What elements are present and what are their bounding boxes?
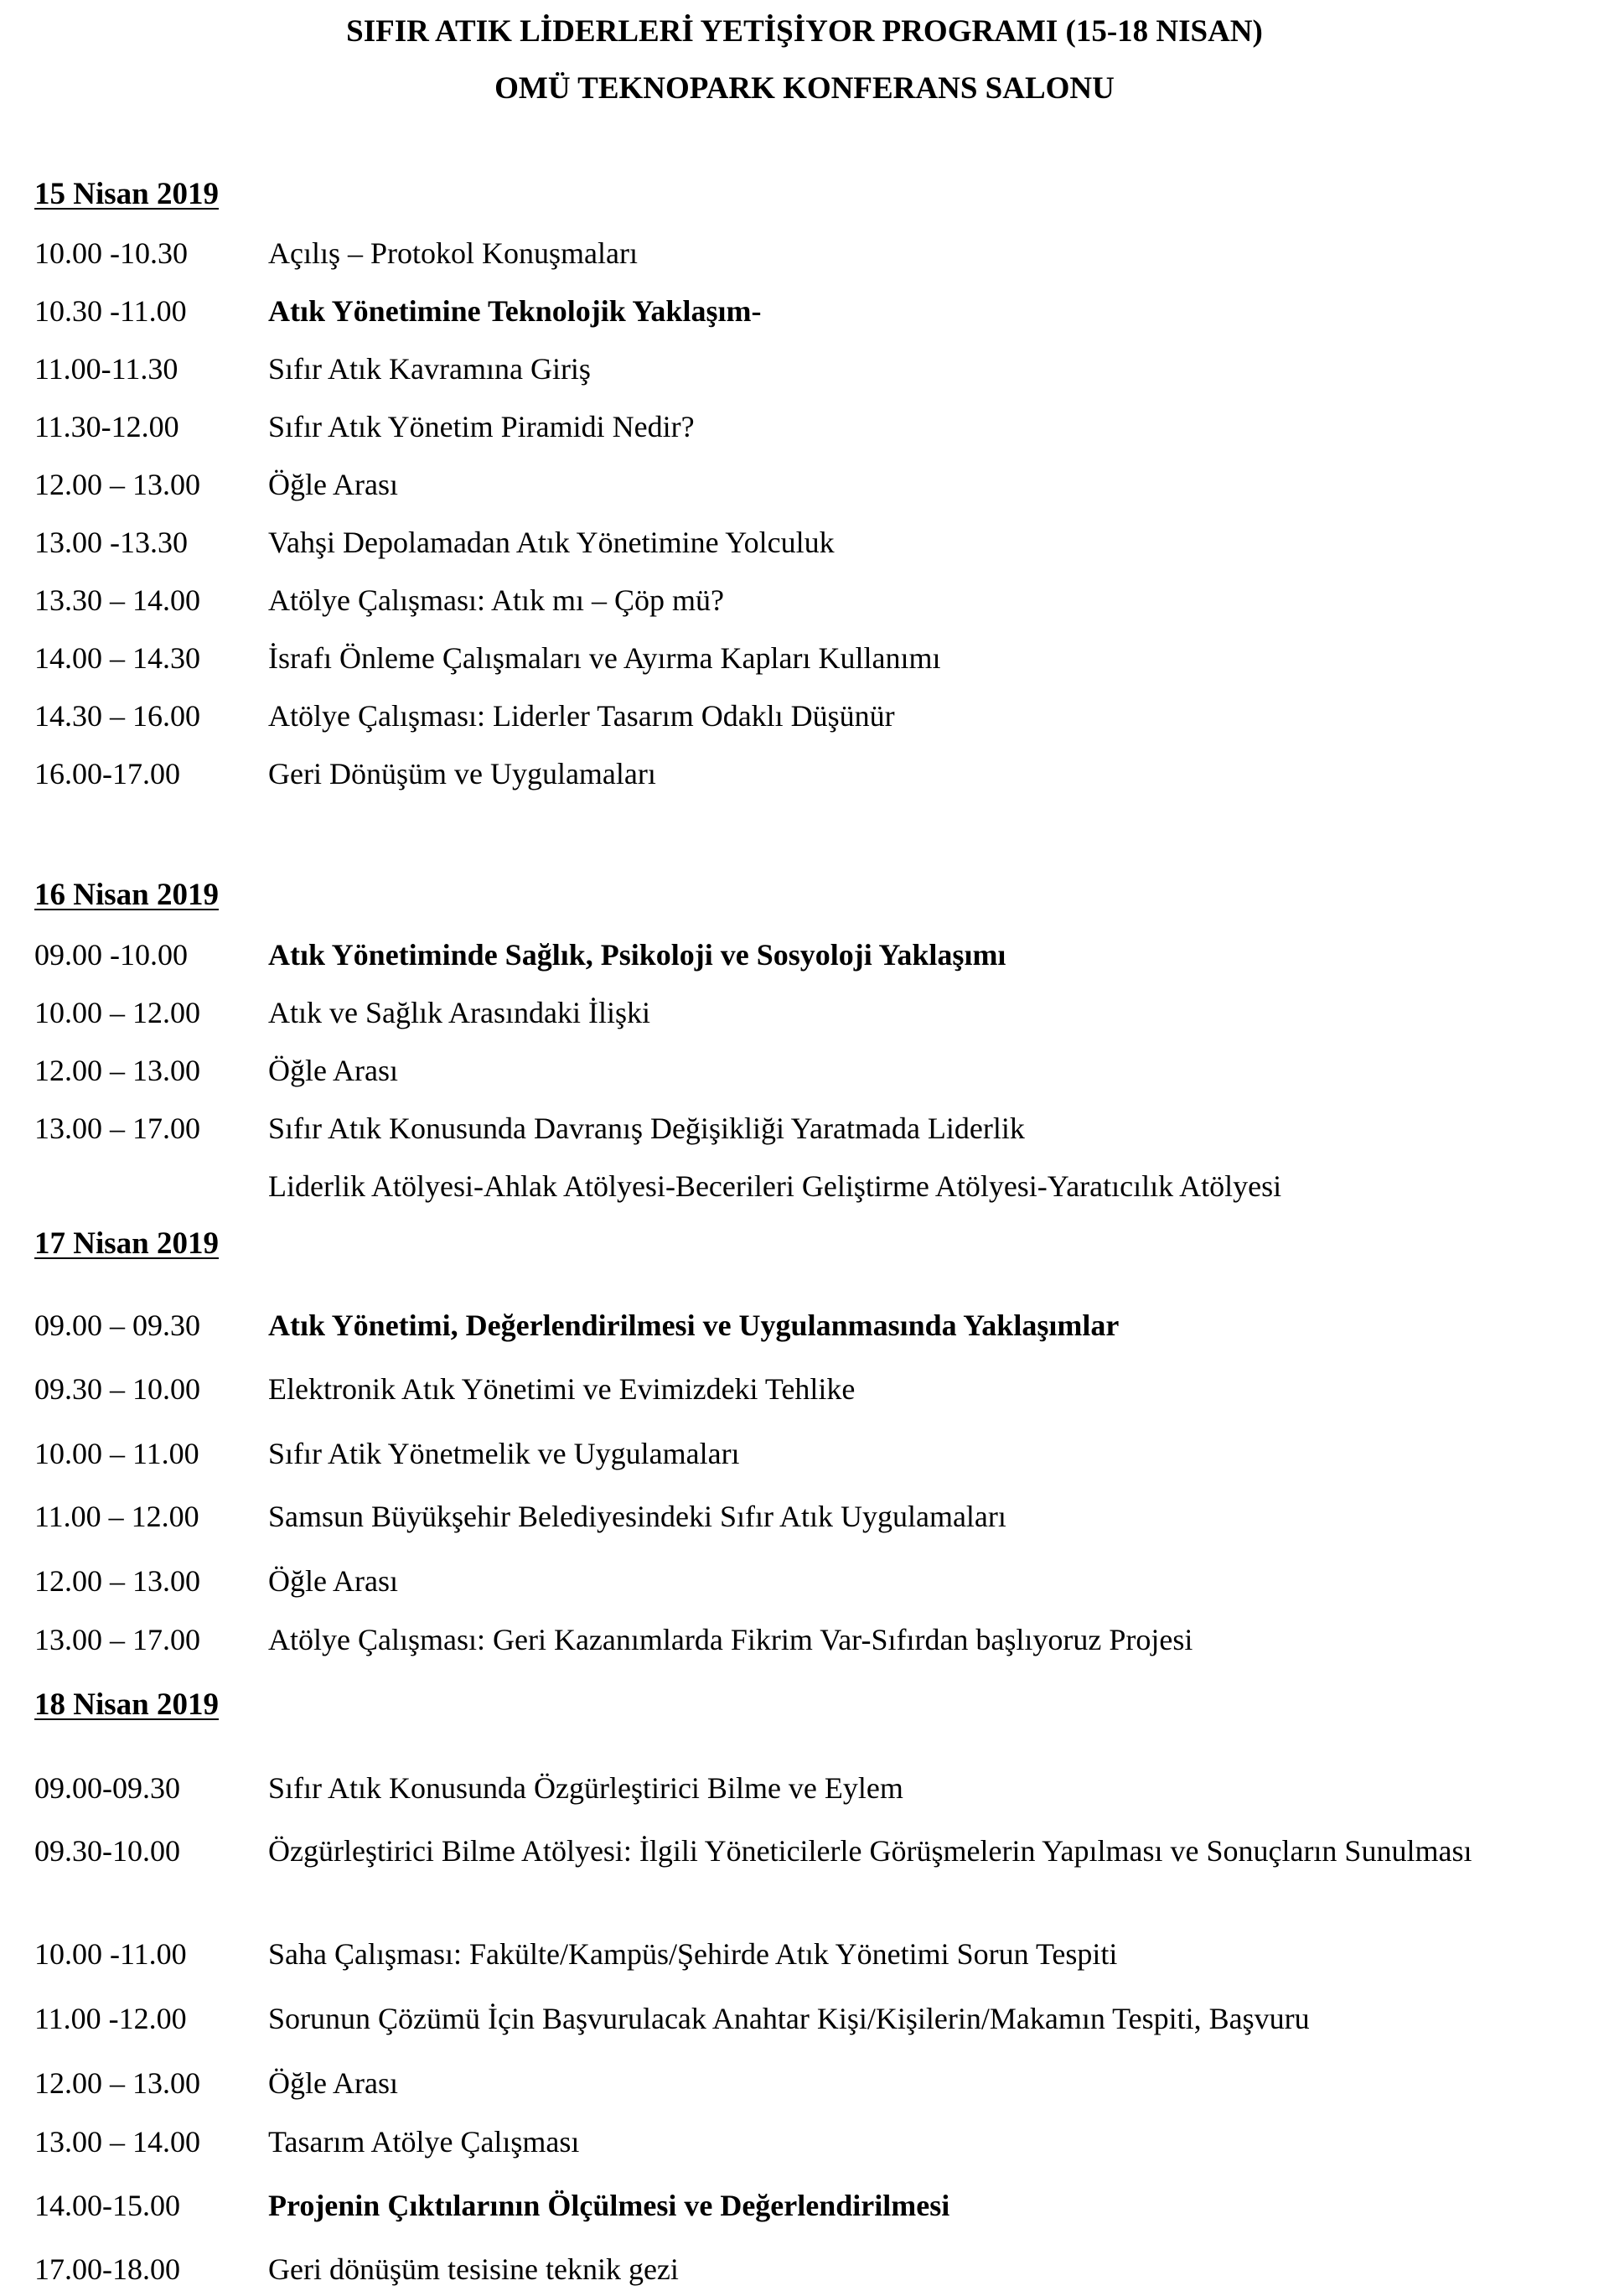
session-activity: Sıfır Atık Yönetim Piramidi Nedir?: [268, 410, 695, 443]
session-activity: Sıfır Atık Konusunda Davranış Değişikliği Yaratmada Liderlik: [268, 1112, 1025, 1145]
session-time: 16.00-17.00: [34, 757, 180, 790]
session-time: 12.00 – 13.00: [34, 1564, 200, 1598]
session-activity: Sıfır Atik Yönetmelik ve Uygulamaları: [268, 1437, 740, 1470]
session-time: 10.00 – 12.00: [34, 996, 200, 1029]
session-time: 10.00 -10.30: [34, 236, 188, 270]
session-activity: Vahşi Depolamadan Atık Yönetimine Yolculuk: [268, 526, 835, 559]
session-activity: Sıfır Atık Kavramına Giriş: [268, 352, 591, 386]
session-time: 09.00 -10.00: [34, 938, 188, 972]
session-time: 11.30-12.00: [34, 410, 179, 443]
session-activity: Atölye Çalışması: Liderler Tasarım Odaklı Düşünür: [268, 699, 895, 733]
session-time: 11.00 – 12.00: [34, 1500, 199, 1533]
session-activity: Atölye Çalışması: Geri Kazanımlarda Fikrim Var-Sıfırdan başlıyoruz Projesi: [268, 1623, 1193, 1656]
session-activity: Samsun Büyükşehir Belediyesindeki Sıfır Atık Uygulamaları: [268, 1500, 1006, 1533]
session-activity: Öğle Arası: [268, 1564, 398, 1598]
session-time: 14.30 – 16.00: [34, 699, 200, 733]
session-activity: Projenin Çıktılarının Ölçülmesi ve Değerlendirilmesi: [268, 2189, 950, 2222]
session-activity: Öğle Arası: [268, 468, 398, 501]
session-activity: Atık Yönetimine Teknolojik Yaklaşım-: [268, 294, 762, 328]
session-activity: Geri dönüşüm tesisine teknik gezi: [268, 2252, 679, 2286]
session-time: 12.00 – 13.00: [34, 2066, 200, 2100]
document-subtitle: OMÜ TEKNOPARK KONFERANS SALONU: [494, 71, 1115, 106]
day-heading-18-nisan: 18 Nisan 2019: [34, 1687, 219, 1722]
day-heading-17-nisan: 17 Nisan 2019: [34, 1226, 219, 1261]
session-time: 14.00-15.00: [34, 2189, 180, 2222]
session-activity: Liderlik Atölyesi-Ahlak Atölyesi-Becerileri Geliştirme Atölyesi-Yaratıcılık Atölyesi: [268, 1169, 1282, 1203]
session-time: 12.00 – 13.00: [34, 1054, 200, 1087]
session-activity: Geri Dönüşüm ve Uygulamaları: [268, 757, 656, 790]
session-activity: Atık Yönetimi, Değerlendirilmesi ve Uygulanmasında Yaklaşımlar: [268, 1309, 1120, 1342]
session-time: 11.00 -12.00: [34, 2002, 187, 2035]
session-activity: Özgürleştirici Bilme Atölyesi: İlgili Yöneticilerle Görüşmelerin Yapılması ve Sonuçların Sunulması: [268, 1834, 1472, 1868]
session-activity: Atık ve Sağlık Arasındaki İlişki: [268, 996, 650, 1029]
session-time: 11.00-11.30: [34, 352, 178, 386]
session-activity: Tasarım Atölye Çalışması: [268, 2125, 580, 2159]
session-time: 13.00 – 17.00: [34, 1623, 200, 1656]
session-activity: Sıfır Atık Konusunda Özgürleştirici Bilme ve Eylem: [268, 1771, 903, 1805]
session-activity: Sorunun Çözümü İçin Başvurulacak Anahtar Kişi/Kişilerin/Makamın Tespiti, Başvuru: [268, 2002, 1310, 2035]
session-activity: Öğle Arası: [268, 1054, 398, 1087]
session-time: 10.30 -11.00: [34, 294, 187, 328]
session-time: 10.00 -11.00: [34, 1937, 187, 1971]
session-activity: Öğle Arası: [268, 2066, 398, 2100]
day-heading-15-nisan: 15 Nisan 2019: [34, 177, 219, 211]
session-time: 13.00 – 17.00: [34, 1112, 200, 1145]
day-heading-16-nisan: 16 Nisan 2019: [34, 878, 219, 912]
session-time: 09.30-10.00: [34, 1834, 180, 1868]
session-time: 14.00 – 14.30: [34, 641, 200, 675]
session-activity: İsrafı Önleme Çalışmaları ve Ayırma Kapları Kullanımı: [268, 641, 941, 675]
session-activity: Açılış – Protokol Konuşmaları: [268, 236, 638, 270]
session-time: 10.00 – 11.00: [34, 1437, 199, 1470]
session-time: 12.00 – 13.00: [34, 468, 200, 501]
session-time: 13.30 – 14.00: [34, 583, 200, 617]
session-activity: Saha Çalışması: Fakülte/Kampüs/Şehirde Atık Yönetimi Sorun Tespiti: [268, 1937, 1118, 1971]
session-time: 09.30 – 10.00: [34, 1372, 200, 1406]
session-time: 13.00 – 14.00: [34, 2125, 200, 2159]
document-title: SIFIR ATIK LİDERLERİ YETİŞİYOR PROGRAMI (15-18 NISAN): [346, 14, 1263, 49]
session-activity: Atık Yönetiminde Sağlık, Psikoloji ve Sosyoloji Yaklaşımı: [268, 938, 1006, 972]
session-activity: Atölye Çalışması: Atık mı – Çöp mü?: [268, 583, 724, 617]
session-time: 13.00 -13.30: [34, 526, 188, 559]
session-time: 17.00-18.00: [34, 2252, 180, 2286]
session-time: 09.00 – 09.30: [34, 1309, 200, 1342]
session-time: 09.00-09.30: [34, 1771, 180, 1805]
session-activity: Elektronik Atık Yönetimi ve Evimizdeki Tehlike: [268, 1372, 856, 1406]
